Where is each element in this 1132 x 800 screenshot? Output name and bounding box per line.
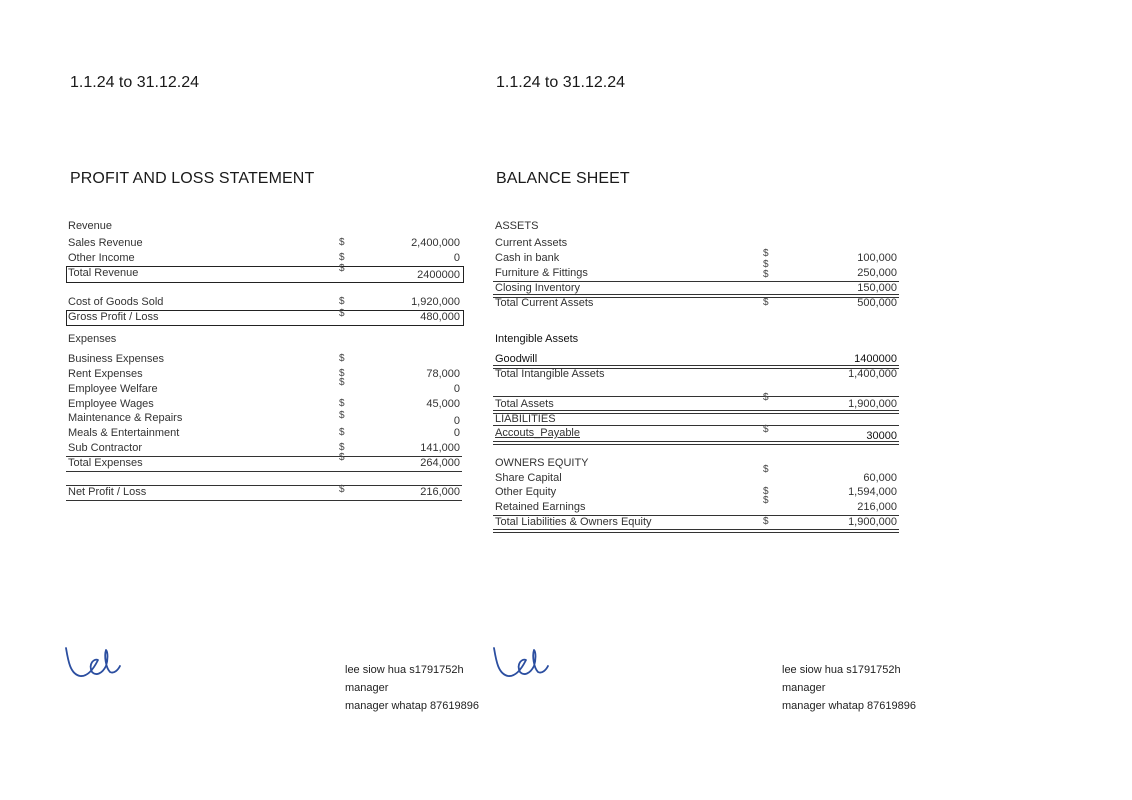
pl-expense-row [68, 353, 460, 368]
row-label: Total Intangible Assets [495, 368, 605, 380]
row-value: 216,000 [420, 486, 460, 498]
bs-liabilities-heading: LIABILITIES [495, 413, 556, 425]
currency-symbol: $ [763, 516, 769, 527]
row-value: 0 [453, 383, 460, 395]
row-label: Meals & Entertainment [68, 427, 180, 439]
signature-mark-right [490, 644, 554, 684]
pl-expense-row [68, 412, 460, 427]
row-label: Total Current Assets [495, 297, 594, 309]
pl-title: PROFIT AND LOSS STATEMENT [70, 170, 315, 187]
row-label: Cost of Goods Sold [68, 296, 164, 308]
currency-symbol: $ [763, 424, 769, 435]
currency-symbol: $ [339, 252, 345, 263]
row-label: Share Capital [495, 472, 562, 484]
bs-total-current-row [495, 297, 897, 312]
currency-symbol: $ [339, 263, 345, 274]
row-label: Sub Contractor [68, 442, 142, 454]
pl-expense-row [68, 442, 460, 457]
bs-intangible-heading: Intengible Assets [495, 333, 579, 345]
row-value: 78,000 [426, 368, 460, 380]
currency-symbol: $ [763, 297, 769, 308]
row-label: Retained Earnings [495, 501, 586, 513]
row-value: 100,000 [857, 252, 897, 264]
row-label: Employee Wages [68, 398, 154, 410]
row-value: 1,900,000 [848, 516, 897, 528]
rule [66, 500, 462, 501]
row-label: Rent Expenses [68, 368, 143, 380]
currency-symbol: $ [763, 495, 769, 506]
signature-block-right [782, 661, 916, 715]
row-label: Total Expenses [68, 457, 143, 469]
row-value: 1,920,000 [411, 296, 460, 308]
row-label: Furniture & Fittings [495, 267, 588, 279]
row-value: 264,000 [420, 457, 460, 469]
currency-symbol: $ [339, 237, 345, 248]
pl-expense-row [68, 377, 460, 398]
row-value: 1,594,000 [848, 486, 897, 498]
currency-symbol: $ [339, 442, 345, 453]
row-label: Total Revenue [68, 267, 139, 279]
row-label: Total Liabilities & Owners Equity [495, 516, 652, 528]
bs-current-row [495, 259, 897, 282]
pl-total-revenue-row [68, 263, 460, 282]
pl-expenses-heading: Expenses [68, 333, 117, 345]
rule [66, 471, 462, 472]
bs-equity-row [495, 486, 897, 501]
row-label: Maintenance & Repairs [68, 412, 183, 424]
currency-symbol: $ [339, 398, 345, 409]
signatory-contact: manager whatap 87619896 [782, 700, 916, 712]
currency-symbol: $ [339, 377, 345, 388]
pl-revenue-row [68, 252, 460, 267]
row-value: 250,000 [857, 267, 897, 279]
signature-block-left [345, 661, 479, 715]
bs-equity-row [495, 464, 897, 487]
rule [493, 396, 899, 397]
bs-total-intangible-row [495, 368, 897, 383]
row-label: Cash in bank [495, 252, 560, 264]
bs-current-row [495, 248, 897, 267]
row-value: 216,000 [857, 501, 897, 513]
currency-symbol: $ [339, 308, 345, 319]
bs-equity-row [495, 495, 897, 516]
currency-symbol: $ [339, 296, 345, 307]
currency-symbol: $ [763, 269, 769, 280]
row-value: 480,000 [420, 311, 460, 323]
row-value: 141,000 [420, 442, 460, 454]
pl-total-expenses-row [68, 452, 460, 472]
row-label: Total Assets [495, 398, 554, 410]
bs-assets-heading: ASSETS [495, 220, 539, 232]
currency-symbol: $ [763, 259, 769, 270]
pl-cogs-row [68, 296, 460, 311]
row-label: Goodwill [495, 353, 538, 365]
row-label: Employee Welfare [68, 383, 158, 395]
row-value: 0 [453, 415, 460, 427]
pl-period: 1.1.24 to 31.12.24 [70, 74, 199, 91]
signatory-name: lee siow hua s1791752h [782, 664, 901, 676]
row-label: Net Profit / Loss [68, 486, 147, 498]
row-label: Sales Revenue [68, 237, 143, 249]
pl-net-profit-row [68, 486, 460, 501]
row-value: 500,000 [857, 297, 897, 309]
row-value: 0 [453, 427, 460, 439]
bs-accounts-payable-row [495, 424, 897, 442]
currency-symbol: $ [763, 248, 769, 259]
row-value: 1,400,000 [848, 368, 897, 380]
currency-symbol: $ [339, 452, 345, 463]
currency-symbol: $ [339, 410, 345, 421]
currency-symbol: $ [763, 392, 769, 403]
row-label: Closing Inventory [495, 282, 580, 294]
pl-expense-row [68, 427, 460, 442]
signatory-name: lee siow hua s1791752h [345, 664, 464, 676]
pl-revenue-heading: Revenue [68, 220, 113, 232]
bs-equity-heading: OWNERS EQUITY [495, 457, 589, 469]
row-value: 150,000 [857, 282, 897, 294]
row-value: 2400000 [417, 269, 460, 281]
currency-symbol: $ [339, 368, 345, 379]
row-value: 1400000 [854, 353, 897, 365]
row-label: Other Income [68, 252, 135, 264]
pl-gross-profit-row [68, 308, 460, 326]
row-value: 1,900,000 [848, 398, 897, 410]
pl-expense-row [68, 368, 460, 383]
bs-title: BALANCE SHEET [496, 170, 630, 187]
rule [493, 425, 899, 426]
currency-symbol: $ [339, 353, 345, 364]
double-rule [493, 529, 899, 533]
pl-expense-row [68, 398, 460, 413]
signatory-title: manager [345, 682, 389, 694]
row-value: 60,000 [863, 472, 897, 484]
row-value: 2,400,000 [411, 237, 460, 249]
currency-symbol: $ [339, 427, 345, 438]
row-label: Business Expenses [68, 353, 164, 365]
currency-symbol: $ [763, 486, 769, 497]
pl-revenue-row [68, 237, 460, 252]
row-value: 45,000 [426, 398, 460, 410]
bs-period: 1.1.24 to 31.12.24 [496, 74, 625, 91]
row-label: Other Equity [495, 486, 557, 498]
row-label: Accouts_Payable [495, 427, 580, 439]
signatory-contact: manager whatap 87619896 [345, 700, 479, 712]
currency-symbol: $ [339, 484, 345, 495]
currency-symbol: $ [763, 464, 769, 475]
signatory-title: manager [782, 682, 826, 694]
row-label: Gross Profit / Loss [68, 311, 159, 323]
double-rule [493, 441, 899, 445]
bs-current-heading: Current Assets [495, 237, 568, 249]
row-value: 30000 [866, 430, 897, 442]
signature-mark-left [62, 644, 126, 684]
row-value: 0 [453, 252, 460, 264]
